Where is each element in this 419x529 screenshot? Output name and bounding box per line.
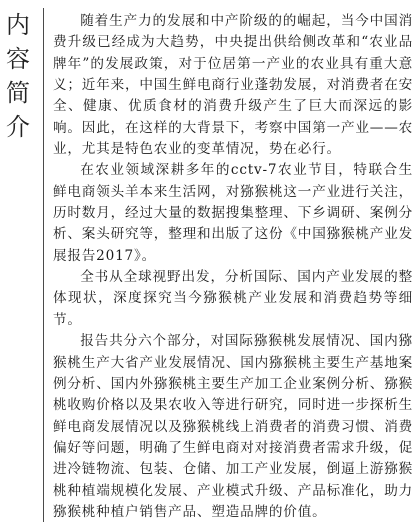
vertical-divider [43,8,44,522]
heading-char: 介 [6,113,30,141]
heading-char: 简 [6,79,30,107]
paragraph: 随着生产力的发展和中产阶级的的崛起，当今中国消费升级已经成为大趋势，中央提出供给侧改革和“农业品牌年”的发展政策，对于位居第一产业的农业具有重大意义；近年来，中国生鲜电商行业蓬勃发展，对消费者在安全、健康、优质食材的消费升级产生了巨大而深远的影响。因此，在这样的大背景下，考察中国第一产业——农业，尤其是特色农业的变革情况，势在必行。 [53,13,413,158]
body-text [53,11,413,523]
heading-char: 内 [6,11,30,39]
paragraph: 报告共分六个部分，对国际猕猴桃发展情况、国内猕猴桃生产大省产业发展情况、国内猕猴桃主要生产基地案例分析、国内外猕猴桃主要生产加工企业案例分析、猕猴桃收购价格以及果农收入等进行研究，同时进一步探析生鲜电商发展情况以及猕猴桃线上消费者的消费习惯、消费偏好等问题，明确了生鲜电商对对接消费者需求升级，促进冷链物流、包装、仓储、加工产业发展，倒逼上游猕猴桃种植端规模化发展、产业模式升级、产品标准化，助力猕猴桃种植户销售产品、塑造品牌的价值。 [53,333,413,520]
paragraph: 在农业领域深耕多年的cctv-7农业节目，特联合生鲜电商领头羊本来生活网，对猕猴桃这一产业进行关注，历时数月，经过大量的数据搜集整理、下乡调研、案例分析、案头研究等，整理和出版了这份《中国猕猴桃产业发展报告2017》。 [53,162,413,264]
heading-char: 容 [6,45,30,73]
paragraph: 全书从全球视野出发，分析国际、国内产业发展的整体现状，深度探究当今猕猴桃产业发展和消费趋势等细节。 [53,269,413,328]
section-heading-vertical [0,8,36,144]
